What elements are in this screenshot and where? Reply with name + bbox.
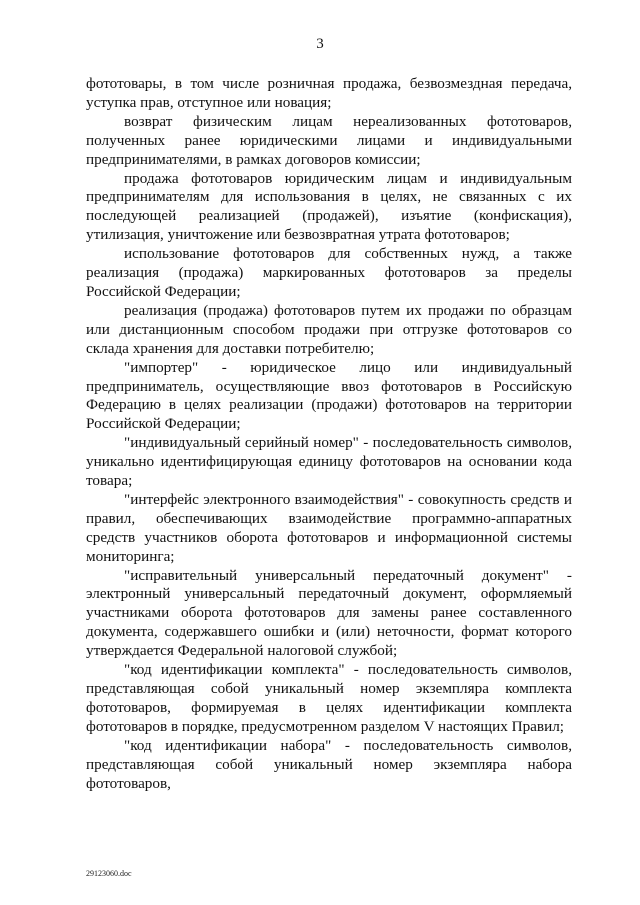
paragraph: "исправительный универсальный передаточный документ" - электронный универсальный передаточный документ, оформляемый участниками оборота фототоваров для замены ранее составленного документа, содержавшего ошибки и (или) неточности, формат которого утверждается Федеральной налоговой службой;: [86, 566, 572, 660]
paragraph: реализация (продажа) фототоваров путем их продажи по образцам или дистанционным способом продажи при отгрузке фототоваров со склада хранения для доставки потребителю;: [86, 301, 572, 357]
paragraph: "индивидуальный серийный номер" - последовательность символов, уникально идентифицирующая единицу фототоваров на основании кода товара;: [86, 434, 572, 490]
paragraph: продажа фототоваров юридическим лицам и индивидуальным предпринимателям для использования в целях, не связанных с их последующей реализацией (продажей), изъятие (конфискация), утилизация, уничтожение или безвозвратная утрата фототоваров;: [86, 169, 572, 244]
paragraph: использование фототоваров для собственных нужд, а также реализация (продажа) маркированных фототоваров за пределы Российской Федерации;: [86, 245, 572, 300]
paragraph: "код идентификации набора" - последовательность символов, представляющая собой уникальный номер экземпляра набора фототоваров,: [86, 736, 572, 792]
document-body: [86, 75, 572, 793]
paragraph: "код идентификации комплекта" - последовательность символов, представляющая собой уникальный номер экземпляра комплекта фототоваров, формируемая в целях идентификации комплекта фототоваров в порядке, предусмотренном разделом V настоящих Правил;: [86, 661, 572, 735]
paragraph: возврат физическим лицам нереализованных фототоваров, полученных ранее юридическими лицами и индивидуальными предпринимателями, в рамках договоров комиссии;: [86, 112, 572, 168]
paragraph: "интерфейс электронного взаимодействия" - совокупность средств и правил, обеспечивающих взаимодействие программно-аппаратных средств участников оборота фототоваров и информационной системы мониторинга;: [86, 490, 572, 565]
paragraph: фототовары, в том числе розничная продажа, безвозмездная передача, уступка прав, отступное или новация;: [86, 75, 572, 111]
document-file-code: 29123060.doc: [86, 869, 132, 878]
page-number: 3: [316, 36, 324, 52]
paragraph: "импортер" - юридическое лицо или индивидуальный предприниматель, осуществляющие ввоз фототоваров в Российскую Федерацию в целях реализации (продажи) фототоваров на территории Российской Федерации;: [86, 358, 572, 433]
